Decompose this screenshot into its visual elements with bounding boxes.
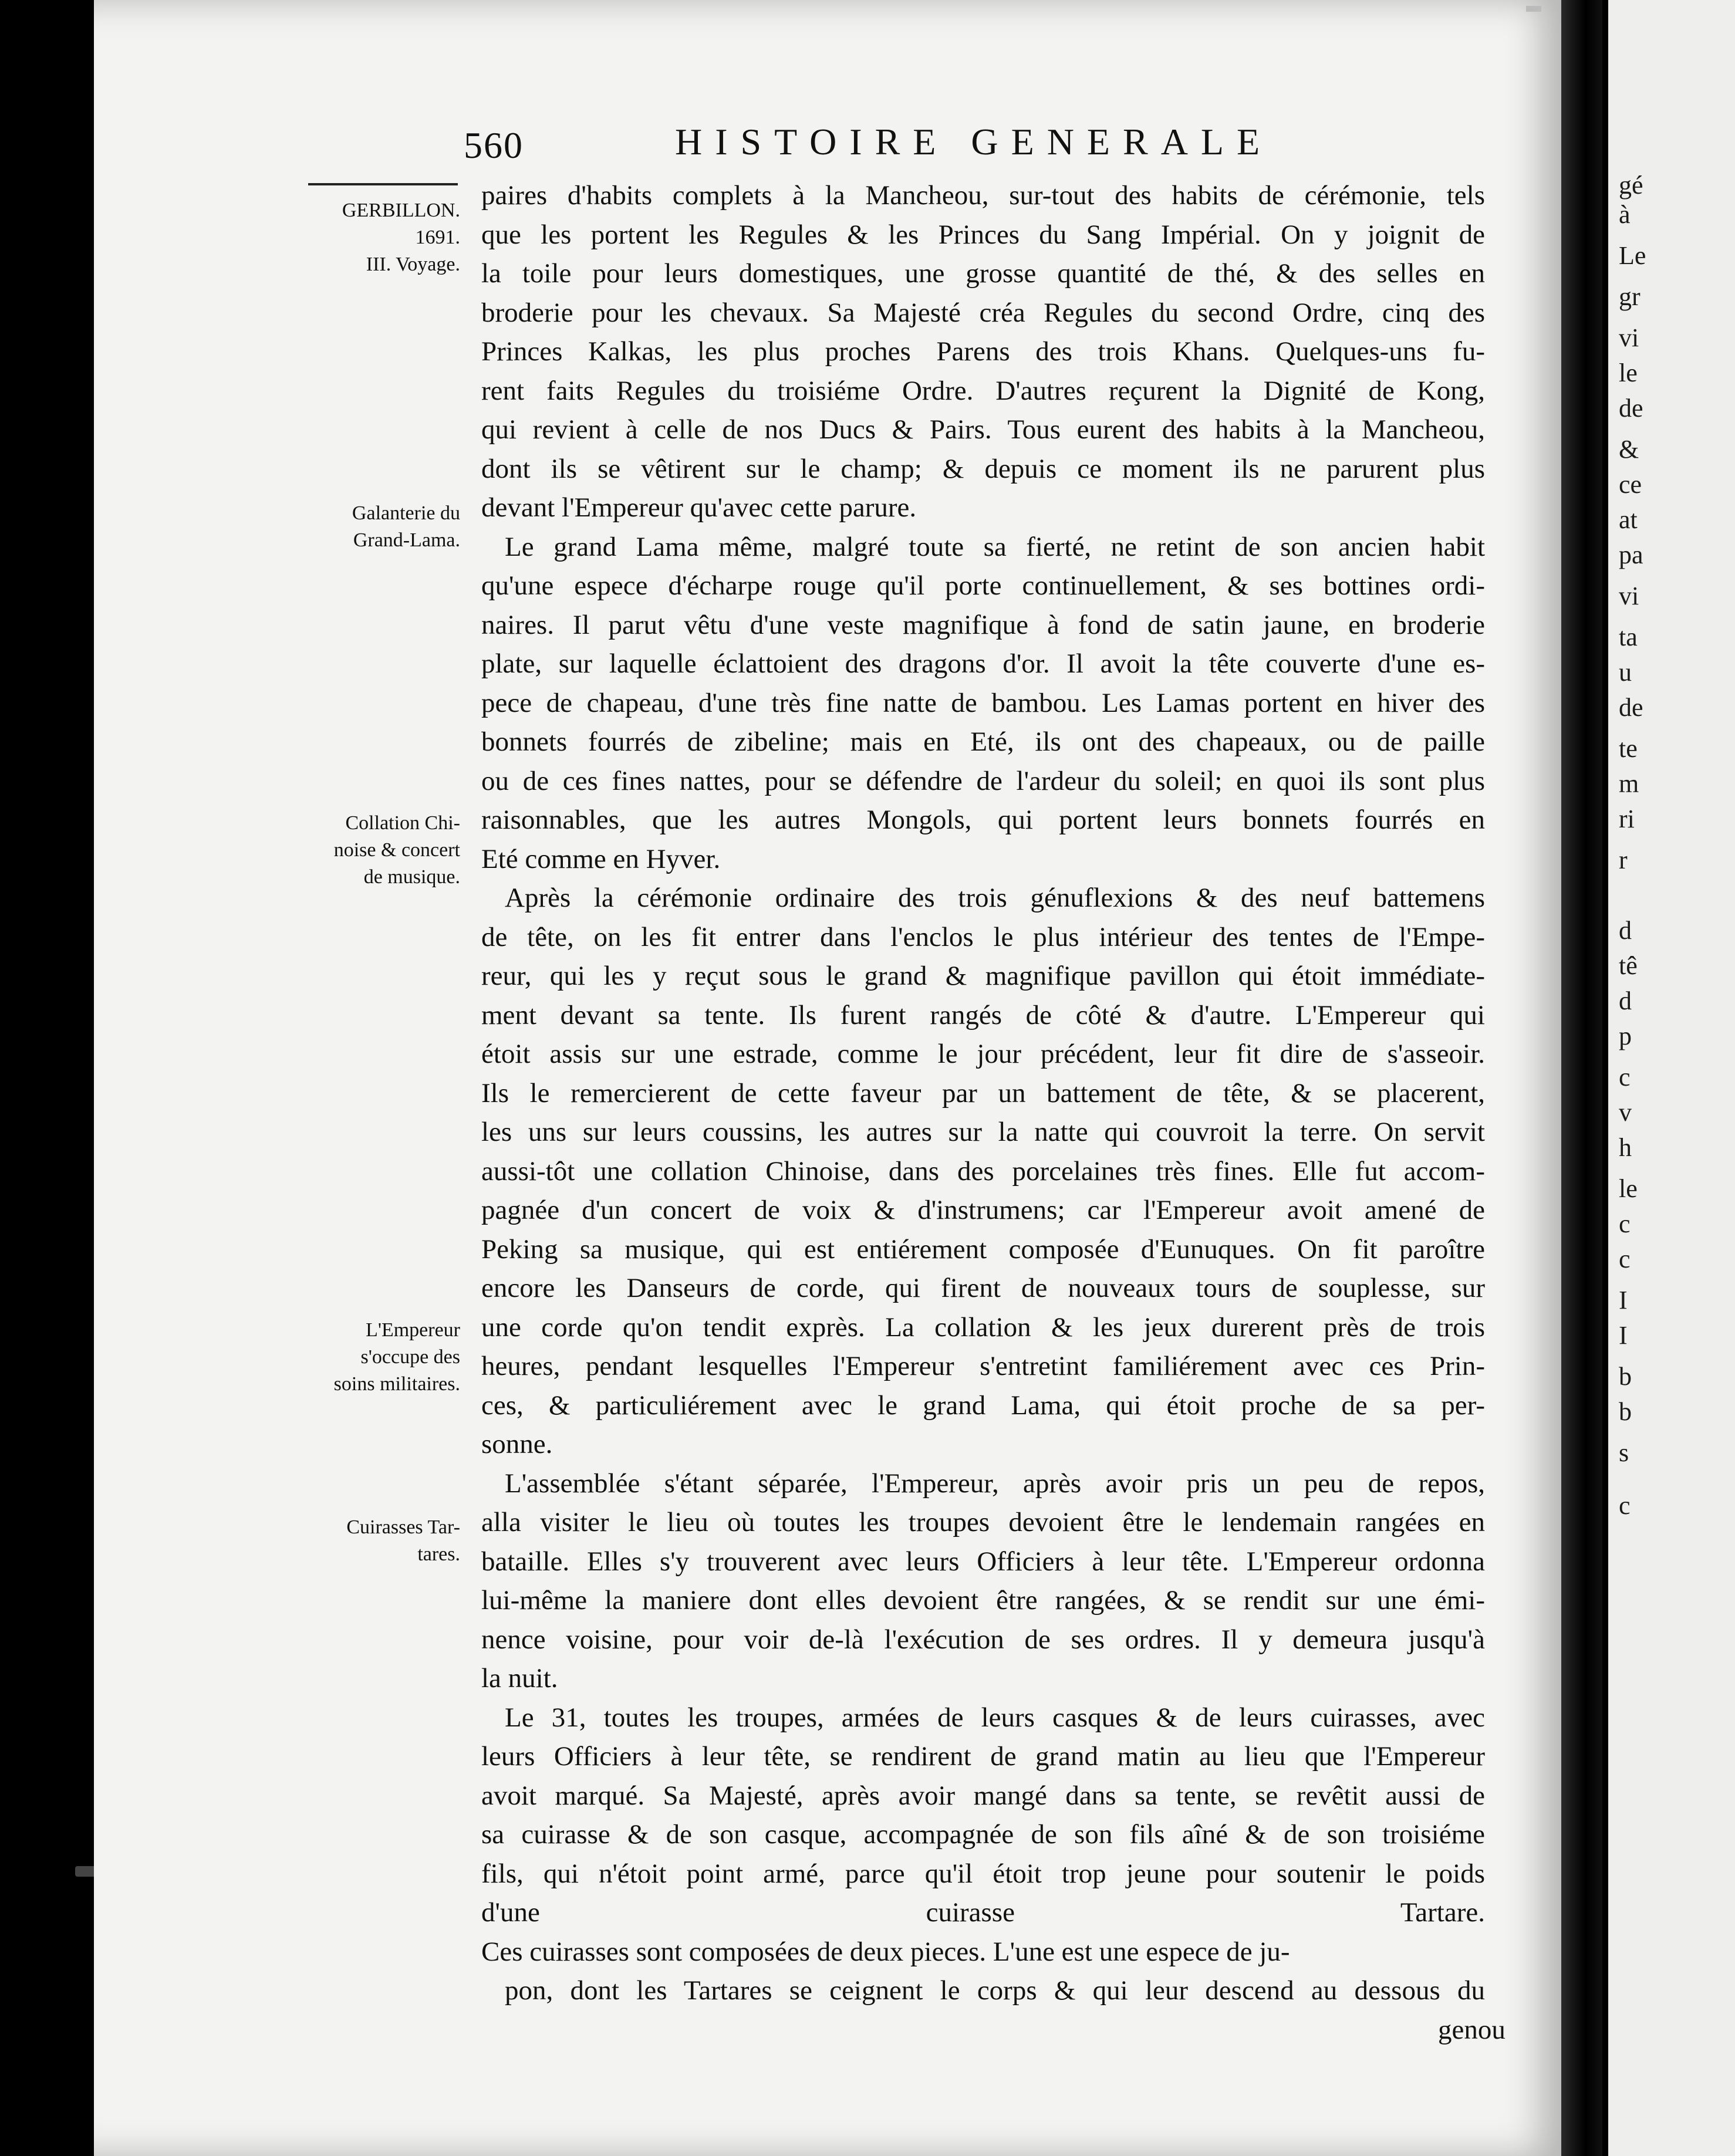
facing-page-fragment: ta xyxy=(1619,623,1638,651)
body-line: dont ils se vêtirent sur le champ; & depuis ce moment ils ne parurent plus xyxy=(481,453,1485,484)
margin-note-line: Cuirasses Tar- xyxy=(346,1516,460,1538)
margin-rule xyxy=(308,183,458,185)
facing-page-fragment: vi xyxy=(1619,582,1639,610)
facing-page-fragment: b xyxy=(1619,1362,1632,1391)
facing-page-fragment: le xyxy=(1619,359,1638,387)
body-line: qu'une espece d'écharpe rouge qu'il porte continuellement, & ses bottines ordi- xyxy=(481,570,1485,601)
body-line: de tête, on les fit entrer dans l'enclos le plus intérieur des tentes de l'Empe- xyxy=(481,921,1485,952)
page-number: 560 xyxy=(464,124,524,166)
body-line: la nuit. xyxy=(481,1663,558,1694)
margin-note-collation xyxy=(334,810,460,891)
body-line: que les portent les Regules & les Princes du Sang Impérial. On y joignit de xyxy=(481,219,1485,250)
body-line: ou de ces fines nattes, pour se défendre de l'ardeur du soleil; en quoi ils sont plus xyxy=(481,765,1485,796)
facing-page-fragment: I xyxy=(1619,1286,1628,1314)
facing-page-fragment: v xyxy=(1619,1098,1632,1127)
facing-page-fragment: d xyxy=(1619,986,1632,1015)
facing-page-fragment: p xyxy=(1619,1022,1632,1050)
margin-note-line: soins militaires. xyxy=(333,1373,460,1395)
body-line: la toile pour leurs domestiques, une grosse quantité de thé, & des selles en xyxy=(481,258,1485,289)
margin-note-cuirasses xyxy=(346,1514,460,1568)
facing-page-fragment: s xyxy=(1619,1438,1629,1467)
facing-page-fragment: m xyxy=(1619,769,1639,798)
margin-note-line: de musique. xyxy=(363,866,460,888)
body-line: alla visiter le lieu où toutes les troupes devoient être le lendemain rangées en xyxy=(481,1507,1485,1537)
body-line: bataille. Elles s'y trouverent avec leurs Officiers à leur tête. L'Empereur ordonna xyxy=(481,1546,1485,1577)
scan-mark xyxy=(1526,6,1541,12)
facing-page-fragment: c xyxy=(1619,1491,1631,1520)
facing-page-fragment: c xyxy=(1619,1063,1631,1091)
body-line: Ils le remercierent de cette faveur par un battement de tête, & se placerent, xyxy=(481,1077,1485,1109)
book-gutter xyxy=(1561,0,1602,2156)
facing-page-fragment: at xyxy=(1619,505,1638,534)
body-line: naires. Il parut vêtu d'une veste magnifique à fond de satin jaune, en broderie xyxy=(481,609,1485,640)
margin-note-line: Grand-Lama. xyxy=(353,529,460,551)
facing-page-fragment: c xyxy=(1619,1245,1631,1273)
body-text xyxy=(481,176,1506,2049)
body-line: devant l'Empereur qu'avec cette parure. xyxy=(481,492,917,523)
body-line: étoit assis sur une estrade, comme le jour précédent, leur fit dire de s'asseoir. xyxy=(481,1039,1485,1069)
body-line: Après la cérémonie ordinaire des trois génuflexions & des neuf battemens xyxy=(505,883,1485,913)
body-line: fils, qui n'étoit point armé, parce qu'il étoit trop jeune pour soutenir le poids xyxy=(481,1858,1485,1889)
body-line: reur, qui les y reçut sous le grand & magnifique pavillon qui étoit immédiate- xyxy=(481,961,1485,991)
margin-note-line: s'occupe des xyxy=(360,1346,460,1368)
margin-note-military xyxy=(334,1317,460,1398)
body-line: nence voisine, pour voir de-là l'exécution de ses ordres. Il y demeura jusqu'à xyxy=(481,1624,1485,1655)
margin-note-line: Collation Chi- xyxy=(345,812,460,834)
body-line: leurs Officiers à leur tête, se rendirent de grand matin au lieu que l'Empereur xyxy=(481,1741,1485,1772)
margin-note-line: tares. xyxy=(417,1543,460,1565)
margin-note-line: L'Empereur xyxy=(366,1319,460,1341)
facing-page-edge xyxy=(1608,0,1735,2156)
body-line: raisonnables, que les autres Mongols, qui portent leurs bonnets fourrés en xyxy=(481,805,1485,835)
running-title: HISTOIRE GENERALE xyxy=(675,121,1273,163)
body-line: sa cuirasse & de son casque, accompagnée de son fils aîné & de son troisiéme xyxy=(481,1819,1485,1850)
facing-page-fragment: b xyxy=(1619,1397,1632,1426)
facing-page-fragment: gé xyxy=(1619,171,1643,200)
facing-page-fragment: u xyxy=(1619,658,1632,687)
body-line: paires d'habits complets à la Mancheou, sur-tout des habits de cérémonie, tels xyxy=(481,180,1485,211)
facing-page-fragment: ri xyxy=(1619,805,1635,833)
facing-page-fragment: à xyxy=(1619,200,1631,229)
margin-note-author-year xyxy=(342,197,460,278)
scan-left-border xyxy=(0,0,94,2156)
margin-note-line: III. Voyage. xyxy=(366,254,460,275)
facing-page-fragment: vi xyxy=(1619,323,1639,352)
page-header xyxy=(464,120,1285,167)
facing-page-fragment: Le xyxy=(1619,241,1646,270)
facing-page-fragment: c xyxy=(1619,1209,1631,1238)
body-line: avoit marqué. Sa Majesté, après avoir mangé dans sa tente, se revêtit aussi de xyxy=(481,1780,1485,1811)
facing-page-fragment: te xyxy=(1619,734,1638,763)
body-line: ces, & particuliérement avec le grand Lama, qui étoit proche de sa per- xyxy=(481,1390,1485,1421)
facing-page-fragment: r xyxy=(1619,846,1628,874)
body-line: sonne. xyxy=(481,1429,553,1459)
facing-page-fragment: h xyxy=(1619,1133,1632,1162)
facing-page-fragment: de xyxy=(1619,693,1643,722)
body-line: encore les Danseurs de corde, qui firent de nouveaux tours de souplesse, sur xyxy=(481,1273,1485,1303)
body-line: broderie pour les chevaux. Sa Majesté créa Regules du second Ordre, cinq des xyxy=(481,297,1485,328)
body-line: L'assemblée s'étant séparée, l'Empereur, après avoir pris un peu de repos, xyxy=(505,1468,1485,1499)
facing-page-fragment: tê xyxy=(1619,951,1638,980)
margin-note-line: GERBILLON. xyxy=(342,200,460,221)
facing-page-fragment: & xyxy=(1619,435,1639,464)
body-line: lui-même la maniere dont elles devoient être rangées, & se rendit sur une émi- xyxy=(481,1585,1485,1616)
body-line: Le grand Lama même, malgré toute sa fierté, ne retint de son ancien habit xyxy=(505,531,1485,562)
body-line: ment devant sa tente. Ils furent rangés de côté & d'autre. L'Empereur qui xyxy=(481,999,1485,1030)
body-line: d'une cuirasse Tartare. xyxy=(481,1897,1485,1928)
body-line: bonnets fourrés de zibeline; mais en Eté, ils ont des chapeaux, ou de paille xyxy=(481,726,1485,757)
facing-page-fragment: ce xyxy=(1619,470,1642,499)
body-line: plate, sur laquelle éclattoient des dragons d'or. Il avoit la tête couverte d'une es- xyxy=(481,648,1485,679)
body-line: Eté comme en Hyver. xyxy=(481,843,721,874)
margin-note-lama xyxy=(352,500,460,554)
body-line: Ces cuirasses sont composées de deux pieces. L'une est une espece de ju- xyxy=(481,1936,1290,1967)
body-line: Peking sa musique, qui est entiérement composée d'Eunuques. On fit paroître xyxy=(481,1234,1485,1265)
body-line: aussi-tôt une collation Chinoise, dans des porcelaines très fines. Elle fut accom- xyxy=(481,1155,1485,1187)
margin-note-line: noise & concert xyxy=(333,839,460,861)
facing-page-fragment: de xyxy=(1619,394,1643,423)
body-line: heures, pendant lesquelles l'Empereur s'entretint familiérement avec ces Prin- xyxy=(481,1351,1485,1381)
body-line: Le 31, toutes les troupes, armées de leurs casques & de leurs cuirasses, avec xyxy=(505,1702,1485,1733)
facing-page-fragment: pa xyxy=(1619,540,1643,569)
body-line: pece de chapeau, d'une très fine natte de bambou. Les Lamas portent en hiver des xyxy=(481,687,1485,718)
facing-page-fragment: gr xyxy=(1619,282,1641,311)
facing-page-fragment: le xyxy=(1619,1174,1638,1203)
body-line: qui revient à celle de nos Ducs & Pairs. Tous eurent des habits à la Mancheou, xyxy=(481,414,1485,445)
body-line: Princes Kalkas, les plus proches Parens des trois Khans. Quelques-uns fu- xyxy=(481,336,1485,367)
margin-note-line: 1691. xyxy=(415,227,460,248)
facing-page-fragment: I xyxy=(1619,1321,1628,1350)
body-line: une corde qu'on tendit exprès. La collation & les jeux durerent près de trois xyxy=(481,1312,1485,1343)
body-line: pagnée d'un concert de voix & d'instrumens; car l'Empereur avoit amené de xyxy=(481,1195,1485,1225)
body-line: rent faits Regules du troisiéme Ordre. D'autres reçurent la Dignité de Kong, xyxy=(481,375,1485,406)
facing-page-fragment: d xyxy=(1619,916,1632,945)
catchword: genou xyxy=(1438,2014,1506,2045)
body-line: pon, dont les Tartares se ceignent le corps & qui leur descend au dessous du xyxy=(505,1975,1485,2006)
margin-note-line: Galanterie du xyxy=(352,502,460,524)
body-line: les uns sur leurs coussins, les autres sur la natte qui couvroit la terre. On servit xyxy=(481,1117,1485,1147)
